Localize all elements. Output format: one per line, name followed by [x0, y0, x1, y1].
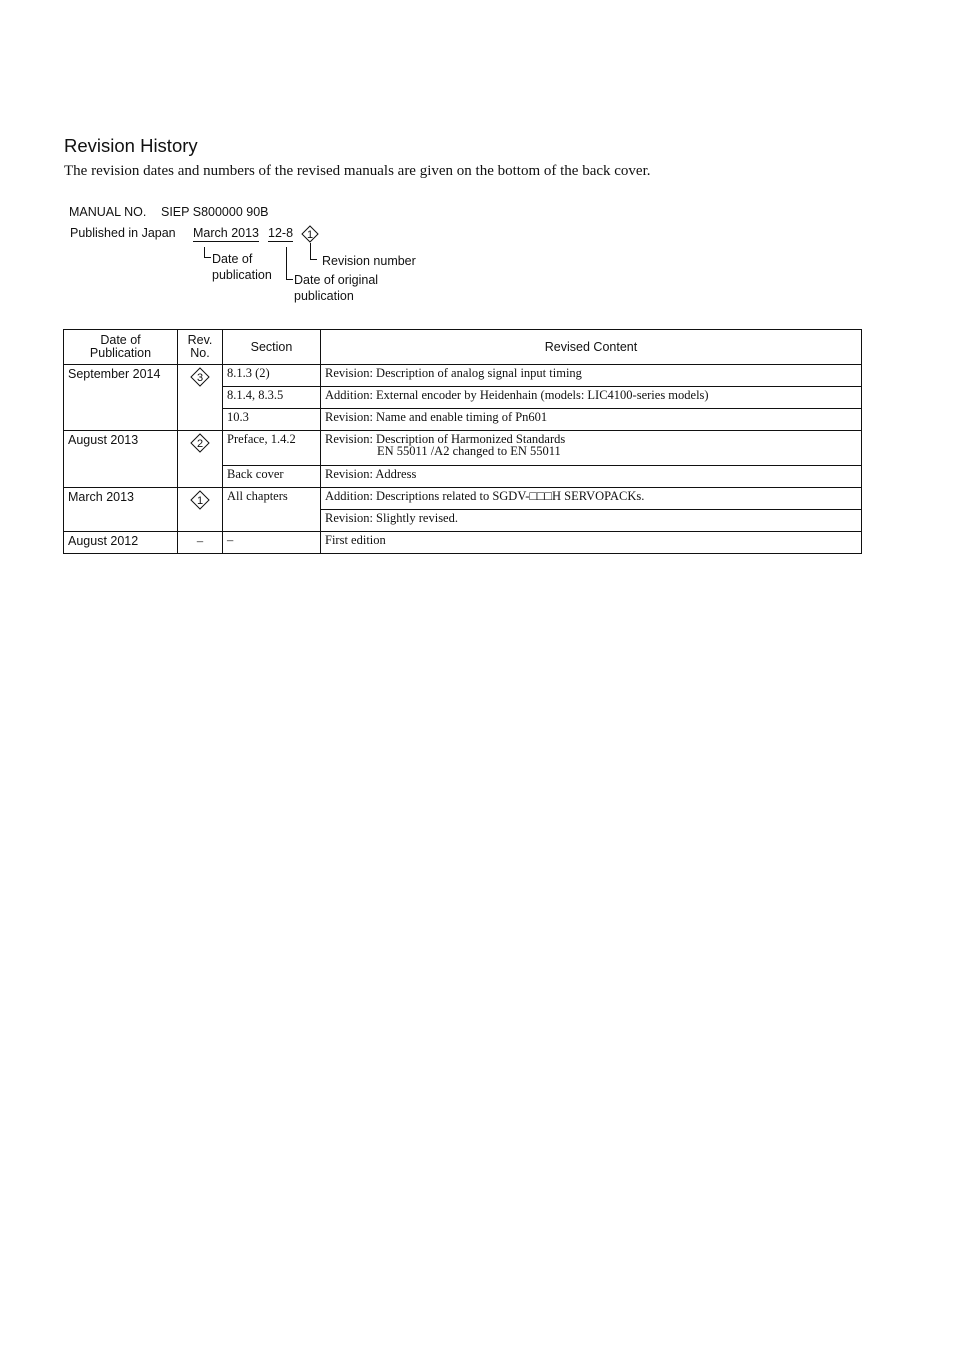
row-rev: [178, 365, 223, 431]
row-content: Addition: External encoder by Heidenhain (models: LIC4100-series models): [321, 387, 862, 409]
header-rev: Rev. No.: [178, 330, 223, 365]
original-date: 12-8: [268, 226, 294, 240]
published-label: Published in Japan: [70, 226, 176, 240]
revision-table: [63, 329, 862, 554]
revision-diamond-number: 2: [196, 438, 204, 450]
revision-diamond-icon: [190, 367, 210, 387]
row-date: September 2014: [64, 365, 178, 431]
row-content: Revision: Description of analog signal input timing: [321, 365, 862, 387]
row-rev: [178, 488, 223, 532]
row-content: Revision: Slightly revised.: [321, 510, 862, 532]
row-rev: [178, 431, 223, 488]
row-content-line1: Revision: Description of Harmonized Standards: [325, 432, 566, 446]
row-content: First edition: [321, 532, 862, 554]
bracket-original-line: [286, 247, 293, 280]
page-title: Revision History: [64, 135, 198, 156]
row-section: Back cover: [223, 466, 321, 488]
header-content: Revised Content: [321, 330, 862, 365]
bracket-revision-line: [310, 243, 317, 260]
revision-diamond-icon: [301, 225, 319, 243]
manual-no-label: MANUAL NO.: [69, 205, 147, 219]
row-section: 8.1.4, 8.3.5: [223, 387, 321, 409]
table-row: [64, 488, 862, 510]
row-date: August 2013: [64, 431, 178, 488]
callout-original-line2: publication: [294, 289, 354, 303]
row-content-line2: EN 55011 /A2 changed to EN 55011: [377, 444, 561, 458]
callout-revision: Revision number: [322, 254, 416, 268]
revision-diamond-number: 1: [196, 495, 204, 507]
callout-original-line1: Date of original: [294, 273, 379, 287]
revision-diamond-number: 3: [196, 372, 204, 384]
callout-date-line1: Date of: [212, 252, 253, 266]
bracket-date-line: [204, 247, 211, 258]
revision-diamond-number: 1: [306, 229, 314, 241]
header-date: Date of Publication: [64, 330, 178, 365]
publication-date: March 2013: [193, 226, 260, 240]
revision-diamond-icon: [190, 433, 210, 453]
row-section: –: [223, 532, 321, 554]
revision-diamond-icon: [190, 490, 210, 510]
table-row: [64, 431, 862, 466]
table-header-row: [64, 330, 862, 365]
table-row: [64, 365, 862, 387]
row-date: August 2012: [64, 532, 178, 554]
intro-text: The revision dates and numbers of the revised manuals are given on the bottom of the back cover.: [64, 163, 651, 179]
header-section: Section: [223, 330, 321, 365]
row-section: 8.1.3 (2): [223, 365, 321, 387]
row-content: Revision: Address: [321, 466, 862, 488]
row-content: Revision: Name and enable timing of Pn601: [321, 409, 862, 431]
callout-date-line2: publication: [212, 268, 272, 282]
table-row: [64, 532, 862, 554]
row-section: Preface, 1.4.2: [223, 431, 321, 466]
row-section: All chapters: [223, 488, 321, 532]
row-rev: –: [178, 532, 223, 554]
row-content: [321, 431, 862, 466]
row-section: 10.3: [223, 409, 321, 431]
row-content: Addition: Descriptions related to SGDV-□□□H SERVOPACKs.: [321, 488, 862, 510]
manual-no-value: SIEP S800000 90B: [161, 205, 269, 219]
row-date: March 2013: [64, 488, 178, 532]
